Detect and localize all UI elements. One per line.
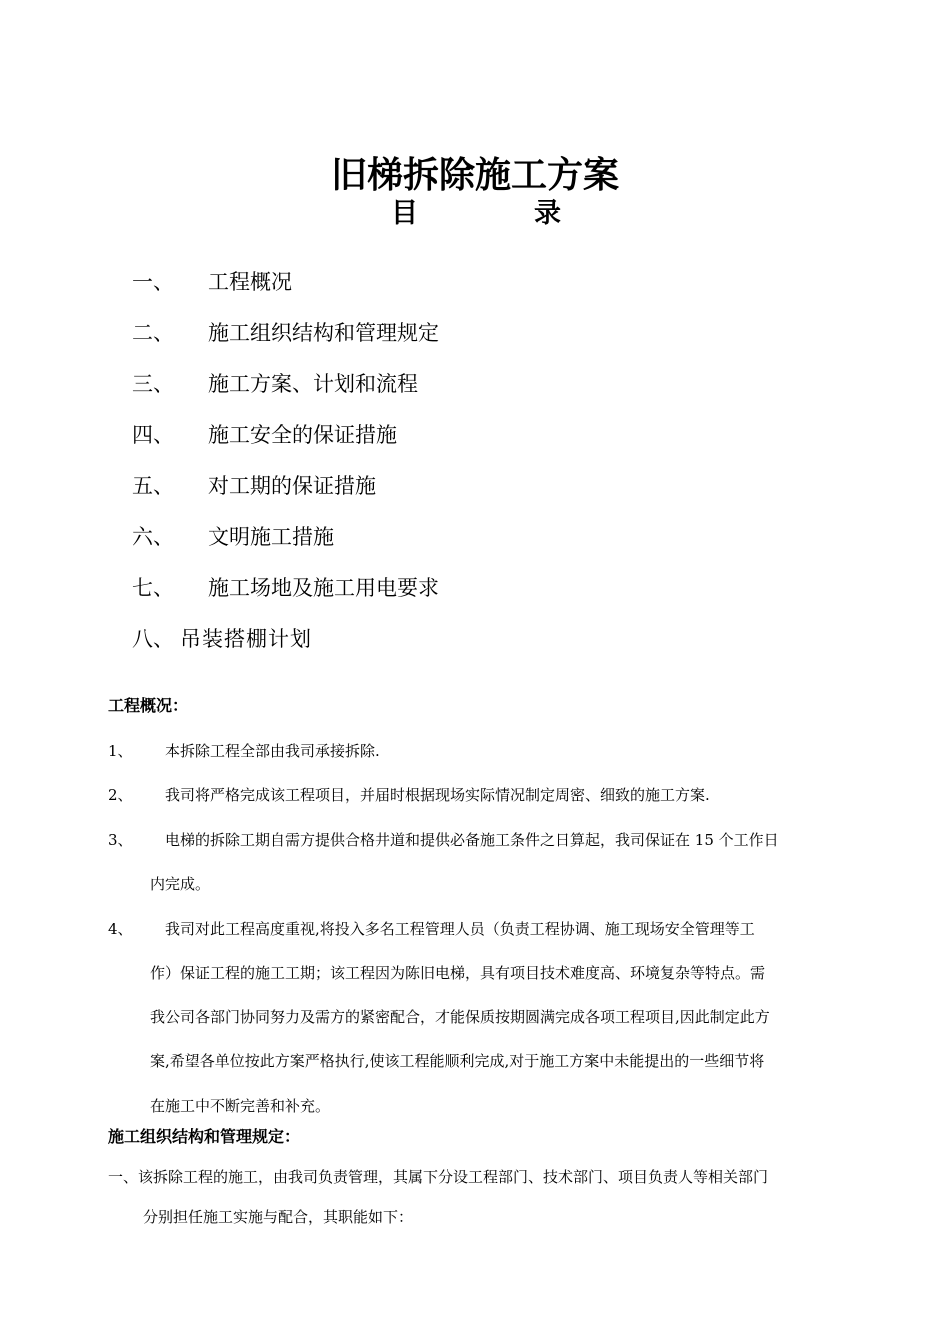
document-title: 旧梯拆除施工方案 xyxy=(330,155,619,196)
list-item-number: 2、 xyxy=(108,786,133,804)
toc-item-number: 四、 xyxy=(132,423,174,447)
list-item-number: 3、 xyxy=(108,831,133,849)
toc-item-label: 施工安全的保证措施 xyxy=(208,423,397,447)
paragraph-line: 分别担任施工实施与配合，其职能如下： xyxy=(143,1208,414,1226)
toc-heading-left: 目 xyxy=(391,198,418,229)
toc-item-label: 对工期的保证措施 xyxy=(208,474,376,498)
toc-item-label: 施工场地及施工用电要求 xyxy=(208,576,439,600)
list-item-text: 在施工中不断完善和补充。 xyxy=(150,1097,331,1115)
toc-item-number: 三、 xyxy=(132,372,174,396)
toc-item-number: 二、 xyxy=(132,321,174,345)
toc-item-label: 工程概况 xyxy=(208,270,292,294)
paragraph-line: 一、该拆除工程的施工，由我司负责管理，其属下分设工程部门、技术部门、项目负责人等相关部门 xyxy=(108,1168,769,1186)
toc-heading-right: 录 xyxy=(534,198,561,229)
section-heading-overview: 工程概况： xyxy=(108,696,189,715)
list-item-text: 案,希望各单位按此方案严格执行,使该工程能顺利完成,对于施工方案中未能提出的一些细节将 xyxy=(150,1052,765,1070)
toc-item-number: 一、 xyxy=(132,270,174,294)
toc-item-number: 五、 xyxy=(132,474,174,498)
toc-item-label: 吊装搭棚计划 xyxy=(180,627,312,651)
toc-item-number: 六、 xyxy=(132,525,174,549)
toc-item-label: 施工组织结构和管理规定 xyxy=(208,321,439,345)
list-item-text: 内完成。 xyxy=(150,875,211,893)
list-item-number: 4、 xyxy=(108,920,133,938)
list-item-text: 我公司各部门协同努力及需方的紧密配合，才能保质按期圆满完成各项工程项目,因此制定此方 xyxy=(150,1008,770,1026)
toc-item-number: 七、 xyxy=(132,576,174,600)
list-item-text: 我司对此工程高度重视,将投入多名工程管理人员（负责工程协调、施工现场安全管理等工 xyxy=(165,920,755,938)
list-item-text: 本拆除工程全部由我司承接拆除. xyxy=(165,742,380,760)
toc-item-number: 八、 xyxy=(132,627,174,651)
list-item-number: 1、 xyxy=(108,742,133,760)
list-item-text: 电梯的拆除工期自需方提供合格井道和提供必备施工条件之日算起，我司保证在 15 个工作日 xyxy=(165,831,779,849)
list-item-text: 作）保证工程的施工工期；该工程因为陈旧电梯，具有项目技术难度高、环境复杂等特点。需 xyxy=(150,964,766,982)
list-item-text: 我司将严格完成该工程项目，并届时根据现场实际情况制定周密、细致的施工方案. xyxy=(165,786,710,804)
toc-item-label: 文明施工措施 xyxy=(208,525,334,549)
section-heading-organization: 施工组织结构和管理规定： xyxy=(108,1127,301,1146)
toc-item-label: 施工方案、计划和流程 xyxy=(208,372,418,396)
